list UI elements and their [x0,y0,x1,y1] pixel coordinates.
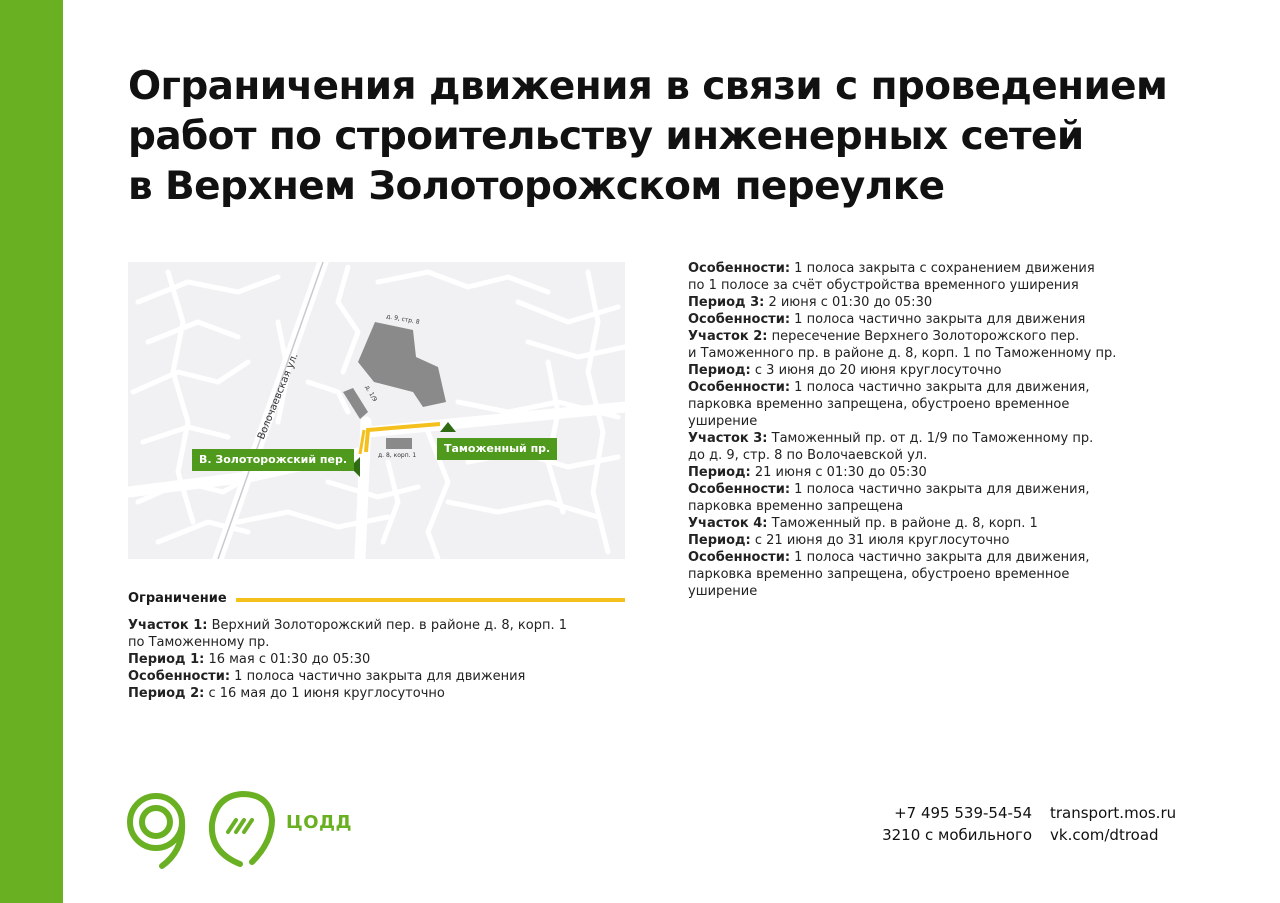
features-4: Особенности: 1 полоса частично закрыта для движения, парковка временно запрещена, обустроено временное уширение [688,380,1090,429]
footer-phones [862,802,1032,846]
title-line-1: Ограничения движения в связи с проведением [128,64,1168,109]
section-1: Участок 1: Верхний Золоторожский пер. в районе д. 8, корп. 1 по Таможенному пр. [128,618,567,650]
section-3: Участок 3: Таможенный пр. от д. 1/9 по Таможенному пр. до д. 9, стр. 8 по Волочаевской ул. [688,431,1094,463]
mobile-short-number: 3210 с мобильного [882,826,1032,844]
section-4: Участок 4: Таможенный пр. в районе д. 8, корп. 1 [688,516,1038,531]
green-side-bar [0,0,63,903]
map-street-vertical: Волочаевская ул. [256,351,301,442]
period-3: Период 3: 2 июня с 01:30 до 05:30 [688,295,933,310]
period-4: Период: с 3 июня до 20 июня круглосуточно [688,363,1002,378]
legend [128,591,625,609]
phone-number[interactable]: +7 495 539-54-54 [894,804,1032,822]
period-2: Период 2: с 16 мая до 1 июня круглосуточно [128,686,445,701]
map-bldg-label-bottom: д. 8, корп. 1 [378,452,417,459]
period-1: Период 1: 16 мая с 01:30 до 05:30 [128,652,371,667]
map-label-side-street: Таможенный пр. [437,438,557,460]
features-2: Особенности: 1 полоса закрыта с сохранением движения по 1 полосе за счёт обустройства временного уширения [688,261,1095,293]
features-3: Особенности: 1 полоса частично закрыта для движения [688,312,1086,327]
right-text-column [688,260,1168,600]
legend-restriction-line [236,598,625,602]
codd-logo-text: ЦОДД [286,812,353,833]
page-title [128,62,1228,212]
footer-links [1050,802,1200,846]
features-1: Особенности: 1 полоса частично закрыта для движения [128,669,526,684]
features-5: Особенности: 1 полоса частично закрыта для движения, парковка временно запрещена [688,482,1090,514]
site-link[interactable]: transport.mos.ru [1050,804,1177,822]
codd-logo-icon [206,790,286,870]
title-line-2: работ по строительству инженерных сетей [128,114,1084,159]
map-drawing [128,262,625,559]
period-5: Период: 21 июня с 01:30 до 05:30 [688,465,927,480]
street-map [128,262,625,559]
map-bldg-label-top: д. 9, стр. 8 [385,313,421,326]
features-6: Особенности: 1 полоса частично закрыта для движения, парковка временно запрещена, обустроено временное уширение [688,550,1090,599]
map-label-main-street: В. Золоторожский пер. [192,449,354,471]
vk-link[interactable]: vk.com/dtroad [1050,826,1159,844]
section-2: Участок 2: пересечение Верхнего Золоторожского пер. и Таможенного пр. в районе д. 8, корп. 1 по Таможенному пр. [688,329,1117,361]
left-text-column [128,617,648,702]
period-6: Период: с 21 июня до 31 июля круглосуточно [688,533,1010,548]
map-bldg-label-left: д. 1/9 [363,384,379,403]
title-line-3: в Верхнем Золоторожском переулке [128,164,945,209]
legend-label: Ограничение [128,591,227,606]
